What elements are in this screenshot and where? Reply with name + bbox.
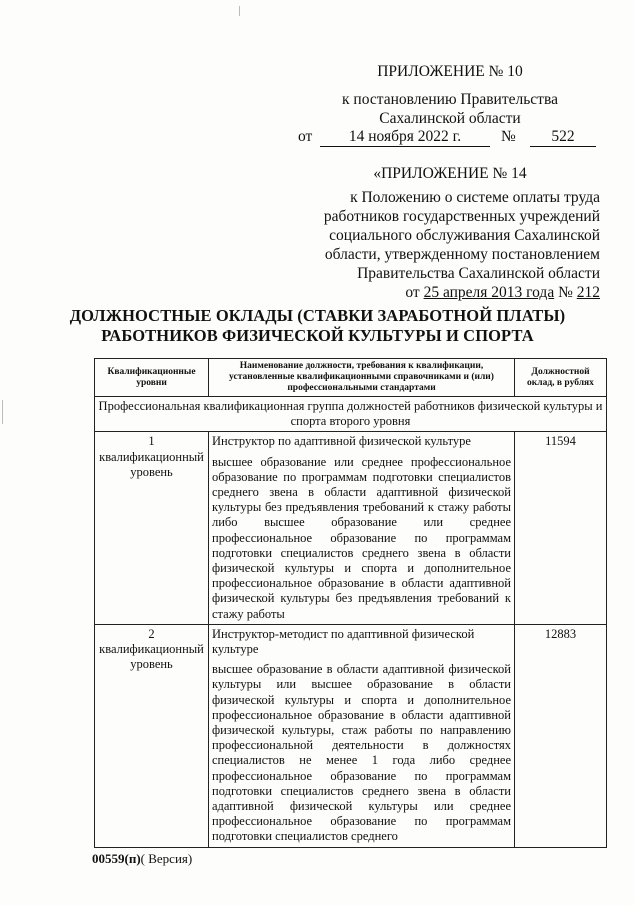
salary-table (94, 358, 607, 848)
document-title (0, 306, 635, 346)
salary-value: 12883 (515, 624, 607, 847)
appendix-14-title: «ПРИЛОЖЕНИЕ № 14 (373, 165, 527, 182)
appendix-14-line: социального обслуживания Сахалинской (329, 227, 600, 244)
region-line: Сахалинской области (379, 110, 521, 127)
document-title-line: ДОЛЖНОСТНЫЕ ОКЛАДЫ (СТАВКИ ЗАРАБОТНОЙ ПЛАТЫ) (69, 306, 566, 325)
header-position: Наименование должности, требования к квалификации, установленные квалификационными справочниками и (или) профессиональными стандартами (209, 359, 515, 397)
appendix-14-line: к Положению о системе оплаты труда (350, 189, 600, 206)
original-resolution-number: 212 (576, 284, 600, 301)
scan-artifact (239, 6, 240, 16)
header-salary: Должностной оклад, в рублях (515, 359, 607, 397)
number-sign: № (554, 284, 577, 301)
appendix-title: ПРИЛОЖЕНИЕ № 10 (377, 63, 523, 80)
position-name: Инструктор по адаптивной физической культуре (212, 434, 471, 449)
table-row (95, 432, 607, 624)
qualification-requirements: высшее образование в области адаптивной физической культуры или высшее образование в области физической культуры и спорта и дополнительное профессиональное образование в области адаптивной физической культуры, стаж работы по направлению профессиональной деятельности в должностях специалистов не менее 1 года либо среднее профессиональное образование по программам подготовки специалистов среднего звена в области адаптивной физической культуры или среднее профессиональное образование по программам подготовки специалистов среднего (212, 662, 511, 844)
resolution-date: 14 ноября 2022 г. (320, 128, 490, 147)
resolution-number: 522 (530, 128, 596, 147)
original-resolution-date: 25 апреля 2013 года (423, 284, 555, 301)
position-cell (209, 624, 515, 847)
date-prefix: от (298, 128, 313, 145)
document-version: ( Версия) (140, 851, 193, 866)
header-levels: Квалификационные уровни (95, 359, 209, 397)
document-title-line: РАБОТНИКОВ ФИЗИЧЕСКОЙ КУЛЬТУРЫ И СПОРТА (101, 326, 534, 345)
to-resolution-line: к постановлению Правительства (342, 91, 558, 108)
qualification-level: 1 квалификационный уровень (95, 432, 209, 624)
salary-value: 11594 (515, 432, 607, 624)
appendix-14-description (290, 188, 600, 302)
appendix-14-line: работников государственных учреждений (323, 208, 600, 225)
number-sign: № (501, 128, 516, 145)
qualification-requirements: высшее образование или среднее профессиональное образование по программам подготовки специалистов среднего звена в области адаптивной физической культуры без предъявления требований к стажу работы либо высшее образование или среднее профессиональное образование по программам подготовки специалистов среднего звена в области физической культуры и спорта и дополнительное профессиональное образование в области адаптивной физической культуры без предъявления требований к стажу работы (212, 454, 511, 621)
qualification-level: 2 квалификационный уровень (95, 624, 209, 847)
qualification-group: Профессиональная квалификационная группа должностей работников физической культуры и спорта второго уровня (95, 397, 607, 432)
appendix-14-line: области, утвержденному постановлением (324, 246, 600, 263)
position-name: Инструктор-методист по адаптивной физической культуре (212, 626, 475, 657)
table-group-row (95, 397, 607, 432)
scan-artifact (2, 400, 3, 424)
date-prefix: от (405, 284, 424, 301)
position-cell (209, 432, 515, 624)
document-code: 00559(п) (92, 851, 141, 866)
appendix-14-date-line (290, 283, 600, 302)
document-footer (92, 851, 192, 867)
table-row (95, 624, 607, 847)
date-number-line (298, 128, 598, 148)
appendix-14-line: Правительства Сахалинской области (357, 265, 600, 282)
table-header-row (95, 359, 607, 397)
